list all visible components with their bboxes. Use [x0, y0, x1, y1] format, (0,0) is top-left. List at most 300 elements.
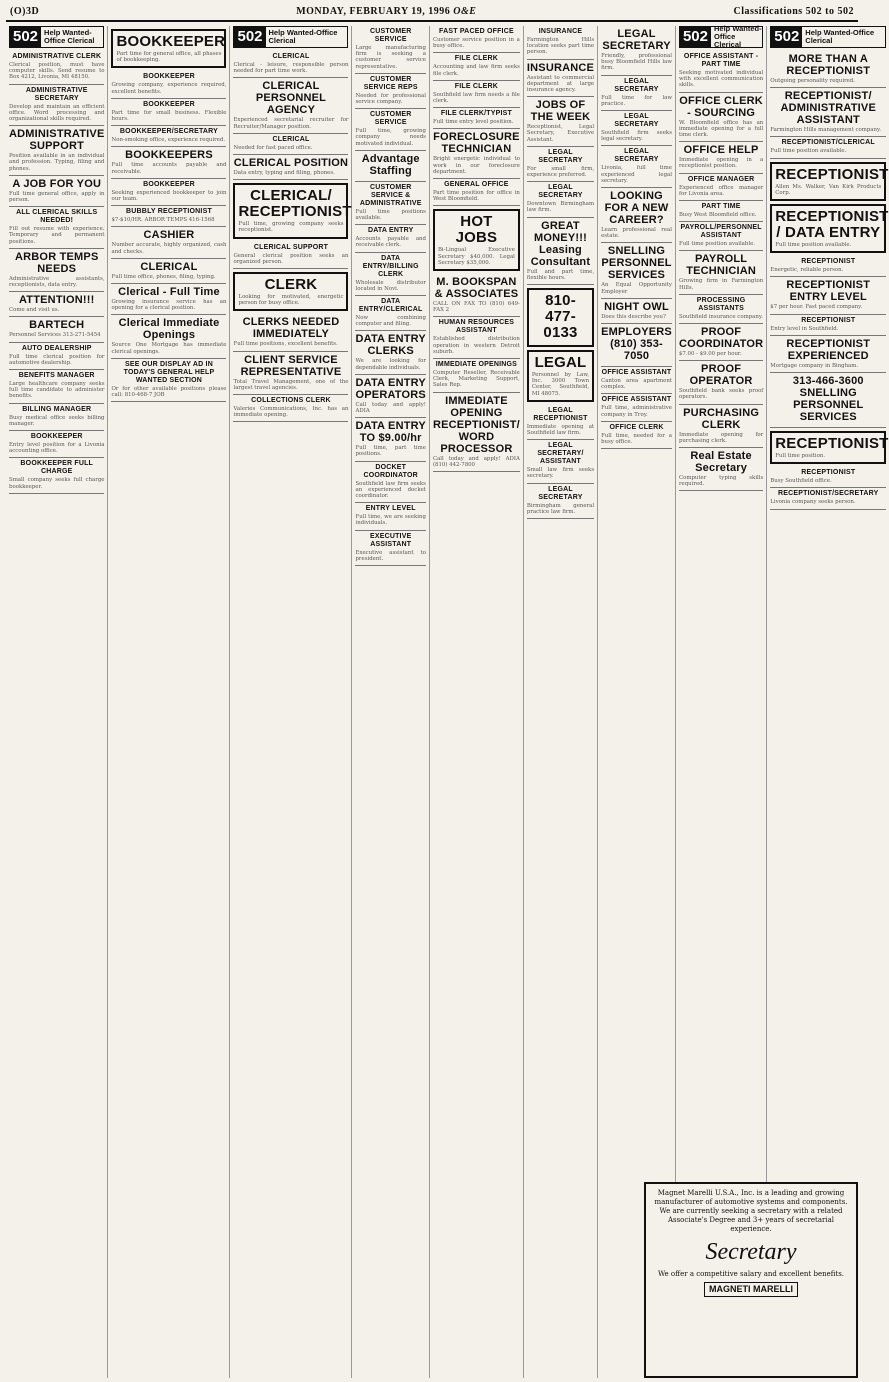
ad-body: Busy West Bloomfield office.: [678, 212, 757, 219]
ad-heading: PROCESSING ASSISTANTS: [696, 296, 746, 312]
header-classifications: Classifications 502 to 502: [733, 6, 854, 17]
ad-body: Full time position available.: [678, 241, 755, 248]
ad-heading: ADMINISTRATIVE CLERK: [12, 53, 102, 60]
classified-ad: [233, 314, 348, 351]
ad-body: Established distribution operation in western Detroit suburb.: [432, 336, 520, 355]
classified-ad: [9, 249, 104, 292]
ad-body: Clerical - leisure, responsible person needed for part time work.: [233, 62, 349, 75]
classified-ad: [111, 99, 226, 126]
ad-heading: CLERICAL: [140, 260, 198, 273]
classified-column: [230, 26, 352, 1378]
ad-heading: RECEPTIONIST ENTRY LEVEL: [786, 279, 871, 304]
ad-body: An Equal Opportunity Employer: [601, 282, 672, 295]
ad-heading: LEGAL SECRETARY/ ASSISTANT: [537, 442, 584, 466]
ad-body: Southfield law firm needs a file clerk.: [432, 91, 520, 105]
ad-title: Secretary: [705, 1239, 797, 1265]
classified-ad: [9, 176, 104, 207]
running-header: [6, 6, 858, 22]
classified-ad: [601, 111, 672, 146]
classified-ad: [355, 296, 425, 331]
ad-heading: PAYROLL TECHNICIAN: [686, 253, 757, 278]
ad-body: Assistant to commercial department at large insurance agency.: [526, 74, 595, 94]
ad-body: Full time general office, apply in person.: [9, 190, 105, 204]
classified-ad: [9, 370, 104, 404]
ad-heading: BOOKKEEPER: [143, 73, 195, 81]
ad-body: Full time position.: [775, 453, 826, 460]
ad-heading: Clerical Immediate Openings: [118, 317, 220, 342]
section-title: Help Wanted-Office Clerical: [44, 28, 95, 45]
ad-heading: CLERICAL: [272, 53, 310, 60]
header-date: MONDAY, FEBRUARY 19, 1996 O&E: [296, 6, 477, 17]
classified-ad: [770, 204, 889, 253]
classified-ad: [233, 272, 348, 311]
ad-body: Seeking experienced bookkeeper to join our team.: [111, 189, 227, 203]
ad-heading: EXECUTIVE ASSISTANT: [369, 532, 412, 548]
ad-heading: RECEPTIONIST/CLERICAL: [781, 139, 875, 147]
ad-heading: OFFICE HELP: [683, 144, 759, 157]
ad-heading: RECEPTIONIST EXPERIENCED: [786, 337, 871, 362]
classified-ad: [770, 162, 889, 201]
ad-body: Call today and apply! ADIA: [355, 401, 426, 415]
classified-ad: [111, 179, 226, 206]
ad-heading: MORE THAN A RECEPTIONIST: [786, 53, 871, 77]
ad-body: Busy Southfield office.: [770, 478, 832, 485]
classified-ad: [601, 146, 672, 188]
ad-body: Growing company, experience required, excellent benefits.: [111, 82, 227, 95]
ad-heading: HOT JOBS: [455, 213, 498, 247]
ad-heading: Advantage Staffing: [361, 152, 420, 177]
classified-ad: [111, 284, 226, 315]
ad-body: Personnel Services 313-271-5454: [9, 332, 101, 339]
ad-body: Bright energetic individual to work in our foreclosure department.: [432, 156, 520, 175]
classified-ad: [601, 394, 672, 421]
classified-ad: [355, 531, 425, 566]
ad-body: Needed for professional service company.: [355, 92, 426, 106]
ad-body: Administrative assistants, receptionists, data entry.: [9, 275, 105, 289]
ad-heading: RECEPTIONIST/SECRETARY: [778, 490, 879, 498]
ad-heading: PAYROLL/PERSONNEL ASSISTANT: [680, 224, 762, 240]
ad-heading: LEGAL SECRETARY: [538, 148, 583, 164]
classified-ad: [355, 74, 425, 109]
ad-heading: BARTECH: [29, 319, 85, 332]
ad-body: Come and visit us.: [9, 307, 60, 314]
classified-ad: [527, 26, 594, 60]
classified-ad: [9, 458, 104, 493]
ad-heading: A JOB FOR YOU: [12, 177, 102, 190]
ad-body: Accounts payable and receivable clerk.: [355, 236, 426, 249]
classified-ad: [433, 393, 520, 472]
classified-ad: [111, 29, 226, 68]
classified-ad: [527, 60, 594, 98]
ad-heading: CUSTOMER SERVICE: [369, 28, 412, 43]
classified-ad: [601, 76, 672, 111]
classified-ad: [233, 395, 348, 422]
ad-heading: DATA ENTRY CLERKS: [355, 333, 426, 358]
classified-column: [352, 26, 429, 1378]
classified-ad: [679, 295, 763, 324]
classified-ad: [233, 134, 348, 155]
ad-body: Full time, part time positions.: [355, 445, 426, 458]
classified-ad: [9, 85, 104, 127]
section-number: 502: [234, 27, 265, 47]
section-title: Help Wanted-Office Clerical: [268, 28, 338, 45]
ad-body: W. Bloomfield office has an immediate opening for a full time clerk.: [678, 119, 764, 139]
ad-heading: CUSTOMER SERVICE: [369, 111, 412, 127]
ad-heading: ATTENTION!!!: [18, 294, 95, 307]
ad-body: Full time positions, excellent benefits.: [233, 341, 338, 348]
classified-ad: [433, 179, 520, 206]
section-title: Help Wanted-Office Clerical: [805, 28, 875, 45]
classified-ad: [527, 97, 594, 147]
ad-body: Total Travel Management, one of the largest travel agencies.: [233, 378, 349, 391]
classified-ad: [355, 331, 425, 374]
ad-heading: HUMAN RESOURCES ASSISTANT: [438, 319, 515, 335]
ad-body: Needed for fast paced office.: [233, 144, 313, 151]
ad-heading: LEGAL SECRETARY: [538, 184, 583, 200]
section-header: [9, 26, 104, 48]
ad-body: Entry level position for a Livonia accounting office.: [9, 442, 105, 455]
classified-ad: [679, 251, 763, 294]
ad-body: Full time accounts payable and receivable.: [111, 162, 227, 175]
ad-heading: SNELLING PERSONNEL SERVICES: [601, 245, 672, 282]
ad-body: Large manufacturing firm is seeking a customer service representative.: [355, 45, 426, 70]
classified-ad: [601, 324, 672, 367]
classified-ad: [233, 183, 352, 238]
ad-body: Livonia, full time experienced legal secretary.: [601, 165, 672, 184]
classified-ad: [770, 336, 886, 373]
classified-ad: [9, 404, 104, 431]
ad-body: Part time for general office, all phases of bookkeeping.: [116, 51, 222, 64]
section-header: [679, 26, 763, 48]
classified-ad: [527, 440, 594, 483]
classified-ad: [233, 352, 348, 395]
classified-ad: [9, 431, 104, 458]
ad-heading: ADMINISTRATIVE SECRETARY: [25, 86, 88, 102]
classified-ad: [601, 26, 672, 76]
section-header: [770, 26, 886, 48]
ad-heading: DATA ENTRY/BILLING CLERK: [362, 254, 419, 278]
classified-column: [430, 26, 524, 1378]
ad-heading: BOOKKEEPER/SECRETARY: [119, 128, 219, 136]
classified-ad: [355, 182, 425, 225]
classified-ad: [111, 259, 226, 284]
classified-ad: [679, 361, 763, 404]
ad-heading: DATA ENTRY: [367, 227, 414, 235]
ad-body: Personnel by Law, Inc. 3000 Town Center, Southfield, MI 48075.: [531, 372, 590, 397]
header-code: (O)3D: [10, 6, 40, 17]
ad-heading: RECEPTIONIST: [775, 165, 889, 183]
ad-heading: RECEPTIONIST: [801, 258, 856, 266]
ad-heading: 313-466-3600 SNELLING PERSONNEL SERVICES: [792, 375, 864, 424]
ad-body: Receptionist, Legal Secretary, Executive Assistant.: [526, 124, 595, 143]
ad-heading: LEGAL SECRETARY: [538, 485, 583, 501]
ad-body: Busy medical office seeks billing manager.: [9, 414, 105, 427]
ad-body: Experienced office manager for Livonia area.: [678, 184, 764, 197]
classified-ad: [233, 51, 348, 78]
ad-body: Full time positions available.: [355, 208, 426, 222]
section-number: 502: [680, 27, 711, 47]
ad-body: Farmington Hills location seeks part time person.: [526, 37, 595, 56]
ad-body: Full time entry level position.: [432, 119, 514, 126]
ad-heading: EMPLOYERS (810) 353-7050: [601, 326, 672, 363]
ad-body: Southfield bank seeks proof operators.: [678, 388, 764, 401]
classified-ad: [527, 484, 594, 519]
ad-body: Large healthcare company seeks full time candidate to administer benefits.: [9, 381, 105, 400]
ad-heading: M. BOOKSPAN & ASSOCIATES: [434, 276, 519, 301]
ad-body: CALL ON FAX TO (810) 649-FAX 2: [432, 301, 520, 314]
ad-body: Does this describe you?: [601, 313, 666, 320]
ad-heading: GREAT MONEY!!! Leasing Consultant: [530, 219, 591, 268]
ad-heading: LEGAL SECRETARY: [602, 28, 671, 52]
classified-ad: [433, 81, 520, 108]
classified-ad: [679, 93, 763, 143]
ad-body: Valeries Communications, Inc. has an immediate opening.: [233, 406, 349, 419]
ad-heading: RECEPTIONIST: [775, 435, 889, 453]
ad-heading: ALL CLERICAL SKILLS NEEDED!: [16, 209, 98, 225]
ad-body: Customer service position in a busy office.: [432, 37, 520, 50]
ad-heading: CUSTOMER SERVICE & ADMINISTRATIVE: [359, 183, 422, 207]
ad-heading: OFFICE CLERK: [609, 423, 664, 431]
ad-heading: FILE CLERK: [454, 82, 499, 90]
section-number: 502: [10, 27, 41, 47]
ad-body: Mortgage company in Bingham.: [770, 362, 859, 369]
ad-body: Experienced secretarial recruiter for Recruiter/Manager position.: [233, 117, 349, 130]
ad-body: Full time, growing company seeks receptionist.: [238, 221, 344, 234]
classified-ad: [355, 26, 425, 74]
classified-ad: [433, 129, 520, 179]
ad-body: Farmington Hills management company.: [770, 127, 881, 134]
ad-heading: CLERICAL: [272, 135, 310, 143]
classified-ad: [679, 405, 763, 448]
ad-body: Computer typing skills required.: [678, 475, 764, 488]
ad-body: Number accurate, highly organized, cash and checks.: [111, 242, 227, 255]
ad-body: Allen Ms. Walker, Van Kirk Products Corp.: [775, 183, 882, 196]
ad-heading: RECEPTIONIST: [801, 316, 856, 324]
classified-ad: [679, 324, 763, 361]
classified-ad: [355, 109, 425, 151]
magneti-marelli-logo: MAGNETI MARELLI: [704, 1282, 798, 1297]
ad-body: Looking for motivated, energetic person for busy office.: [238, 294, 344, 307]
classified-ad: [601, 188, 672, 243]
ad-heading: FAST PACED OFFICE: [439, 28, 514, 35]
ad-body: Livonia company seeks person.: [770, 499, 856, 506]
classified-ad: [9, 317, 104, 342]
classified-column: [767, 26, 889, 1378]
classified-ad: [433, 26, 520, 53]
classified-ad: [433, 108, 520, 129]
classified-ad: [355, 503, 425, 530]
ad-body: Position available in an individual and profession. Typing, filing and phones.: [9, 153, 105, 172]
ad-heading: AUTO DEALERSHIP: [21, 344, 92, 352]
ad-body: Friendly, professional busy Bloomfield Hills law firm.: [601, 53, 672, 72]
classified-ad: [679, 174, 763, 201]
ad-heading: CUSTOMER SERVICE REPS: [363, 75, 418, 91]
ad-body: Full time clerical position for automotive dealership.: [9, 353, 105, 366]
ad-heading: NIGHT OWL: [604, 300, 669, 313]
ad-heading: BUBBLY RECEPTIONIST: [126, 208, 212, 216]
ad-heading: ENTRY LEVEL: [365, 505, 416, 513]
ad-body: Learn professional real estate.: [601, 227, 672, 240]
classified-ad: [433, 317, 520, 359]
ad-body: General clerical position seeks an organized person.: [233, 252, 349, 265]
ad-heading: RECEPTIONIST/ ADMINISTRATIVE ASSISTANT: [780, 90, 876, 127]
ad-heading: PART TIME: [701, 203, 741, 211]
classified-ad: [233, 78, 348, 133]
ad-heading: OFFICE CLERK - SOURCING: [679, 94, 763, 119]
classified-ad: [355, 375, 425, 418]
classified-ad: [679, 142, 763, 173]
classified-ad: [9, 126, 104, 176]
classified-ad: [527, 405, 594, 440]
classified-ad: [355, 151, 425, 182]
ad-body: Small company seeks full charge bookkeeper.: [9, 477, 105, 490]
classified-ad: [355, 253, 425, 296]
classified-ad: [770, 467, 886, 488]
classified-ad: [601, 422, 672, 449]
classified-ad: [233, 155, 348, 180]
ad-heading: CLERICAL PERSONNEL AGENCY: [255, 80, 327, 117]
ad-heading: OFFICE ASSISTANT: [601, 396, 672, 404]
ad-body: Part time for small business. Flexible hours.: [111, 109, 227, 123]
ad-body: Seeking motivated individual with excellent communication skills.: [678, 70, 764, 89]
ad-body: Part time position for office in West Bloomfield.: [432, 190, 520, 203]
ad-heading: Real Estate Secretary: [690, 450, 752, 475]
ad-heading: BOOKKEEPER FULL CHARGE: [20, 460, 94, 476]
ad-body: Develop and maintain an efficient office. Word processing and organizational skills required.: [9, 103, 105, 123]
ad-heading: DATA ENTRY OPERATORS: [355, 376, 426, 401]
ad-heading: JOBS OF THE WEEK: [530, 99, 591, 124]
ad-heading: BOOKKEEPERS: [125, 149, 213, 162]
ad-heading: CLIENT SERVICE REPRESENTATIVE: [240, 353, 342, 378]
classified-ad: [111, 206, 226, 227]
ad-heading: ADMINISTRATIVE SUPPORT: [9, 128, 105, 153]
classified-ad: [770, 51, 886, 88]
ad-body: Full time, we are seeking individuals.: [355, 514, 426, 527]
classified-column: [108, 26, 230, 1378]
ad-heading: IMMEDIATE OPENING RECEPTIONIST/ WORD PROCESSOR: [432, 394, 520, 455]
classified-ad: [111, 126, 226, 147]
columns: [6, 24, 889, 1378]
magneti-marelli-ad: [644, 1182, 858, 1378]
ad-heading: OFFICE MANAGER: [687, 175, 755, 183]
ad-heading: DOCKET COORDINATOR: [363, 463, 418, 479]
classified-ad: [433, 274, 520, 317]
classified-ad: [679, 222, 763, 251]
classified-ad: [9, 343, 104, 370]
ad-heading: BOOKKEEPER: [116, 33, 226, 50]
ad-body: Growing firm in Farmington Hills.: [678, 278, 764, 291]
ad-heading: ARBOR TEMPS NEEDS: [15, 250, 99, 275]
classified-ad: [111, 315, 226, 358]
ad-heading: LEGAL SECRETARY: [614, 77, 659, 93]
ad-heading: BOOKKEEPER: [143, 180, 195, 188]
classified-ad: [111, 147, 226, 178]
ad-heading: OFFICE ASSISTANT: [601, 369, 672, 377]
ad-heading: Clerical - Full Time: [118, 286, 220, 299]
ad-body: Data entry, typing and filing, phones.: [233, 170, 335, 177]
ad-body: Source One Mortgage has immediate clerical openings.: [111, 342, 227, 355]
classified-ad: [527, 182, 594, 217]
ad-heading: CLERICAL/ RECEPTIONIST: [238, 187, 352, 221]
ad-body: Energetic, reliable person.: [770, 267, 844, 274]
section-number: 502: [771, 27, 802, 47]
ad-heading: INSURANCE: [526, 61, 595, 74]
classified-ad: [355, 225, 425, 252]
ad-heading: CLERK: [264, 276, 318, 294]
classified-ad: [770, 373, 886, 428]
section-title: Help Wanted-Office Clerical: [714, 24, 762, 49]
ad-heading: DATA ENTRY TO $9.00/hr: [355, 420, 426, 445]
ad-body: Full time position available.: [775, 242, 852, 249]
ad-heading: CLERICAL POSITION: [233, 157, 349, 170]
ad-body: Full time, growing company needs motivated individual.: [355, 128, 426, 147]
classified-ad: [770, 488, 886, 509]
ad-body: Growing insurance service has an opening for a clerical position.: [111, 299, 227, 312]
ad-body: Call today and apply! ADIA (810) 442-7800: [432, 455, 520, 468]
ad-body: Executive assistant to president.: [355, 549, 426, 562]
ad-body: $7.00 - $9.00 per hour.: [678, 351, 742, 358]
classified-ad: [770, 137, 886, 158]
classified-ad: [601, 367, 672, 394]
classified-column: [676, 26, 767, 1378]
ad-body: Or for other available positions please call: 810-468-7 JOB: [111, 385, 227, 399]
classified-ad: [527, 218, 594, 285]
section-header: [233, 26, 348, 48]
ad-heading: CASHIER: [143, 229, 195, 242]
ad-body: Clerical position, must have computer skills. Send resume to Box 4212, Livonia, MI 48150.: [9, 62, 105, 81]
ad-heading: GENERAL OFFICE: [444, 181, 509, 189]
ad-heading: PROOF OPERATOR: [689, 363, 753, 388]
ad-body: We are looking for dependable individuals.: [355, 358, 426, 371]
ad-body: For small firm, experience preferred.: [526, 165, 595, 179]
ad-body: Immediate opening at Southfield law firm.: [526, 423, 595, 437]
classified-ad: [601, 299, 672, 324]
ad-heading: SEE OUR DISPLAY AD IN TODAY'S GENERAL HELP WANTED SECTION: [123, 360, 215, 384]
classified-ad: [355, 418, 425, 461]
ad-body: Canton area apartment complex.: [601, 378, 672, 391]
ad-heading: FILE CLERK/TYPIST: [440, 110, 512, 118]
classified-ad: [770, 88, 886, 137]
ad-body: Southfield firm seeks legal secretary.: [601, 130, 672, 143]
ad-heading: BOOKKEEPER: [30, 433, 83, 441]
ad-heading: RECEPTIONIST: [801, 469, 856, 477]
ad-body: We offer a competitive salary and excellent benefits.: [657, 1270, 845, 1278]
classified-ad: [111, 359, 226, 402]
ad-heading: LEGAL SECRETARY: [614, 113, 659, 129]
classified-ad: [527, 350, 594, 402]
ad-heading: BILLING MANAGER: [22, 405, 92, 413]
classified-ad: [9, 292, 104, 317]
ad-body: Wholesale distributor located in Novi.: [355, 279, 426, 292]
classified-ad: [355, 462, 425, 504]
classified-ad: [111, 71, 226, 98]
classified-ad: [111, 227, 226, 258]
ad-body: Full and part time, flexible hours.: [526, 268, 595, 281]
ad-heading: LEGAL RECEPTIONIST: [533, 406, 588, 422]
ad-body: Immediate opening in a receptionist position.: [678, 157, 764, 170]
ad-body: Downtown Birmingham law firm.: [526, 201, 595, 214]
ad-heading: LOOKING FOR A NEW CAREER?: [604, 190, 669, 227]
ad-heading: IMMEDIATE OPENINGS: [435, 361, 518, 369]
classified-ad: [527, 288, 594, 347]
ad-heading: CLERKS NEEDED IMMEDIATELY: [242, 316, 340, 341]
ad-body: Full time, needed for a busy office.: [601, 432, 672, 446]
ad-heading: COLLECTIONS CLERK: [251, 397, 331, 405]
ad-body: Birmingham general practice law firm.: [526, 502, 595, 515]
ad-heading: 810-477-0133: [543, 292, 578, 342]
classified-ad: [679, 448, 763, 491]
ad-intro: Magnet Marelli U.S.A., Inc. is a leading and growing manufacturer of automotive systems and components. We are currently seeking a secretary with a related Associate's Degree and 3+ years of secretarial experience.: [654, 1189, 848, 1233]
